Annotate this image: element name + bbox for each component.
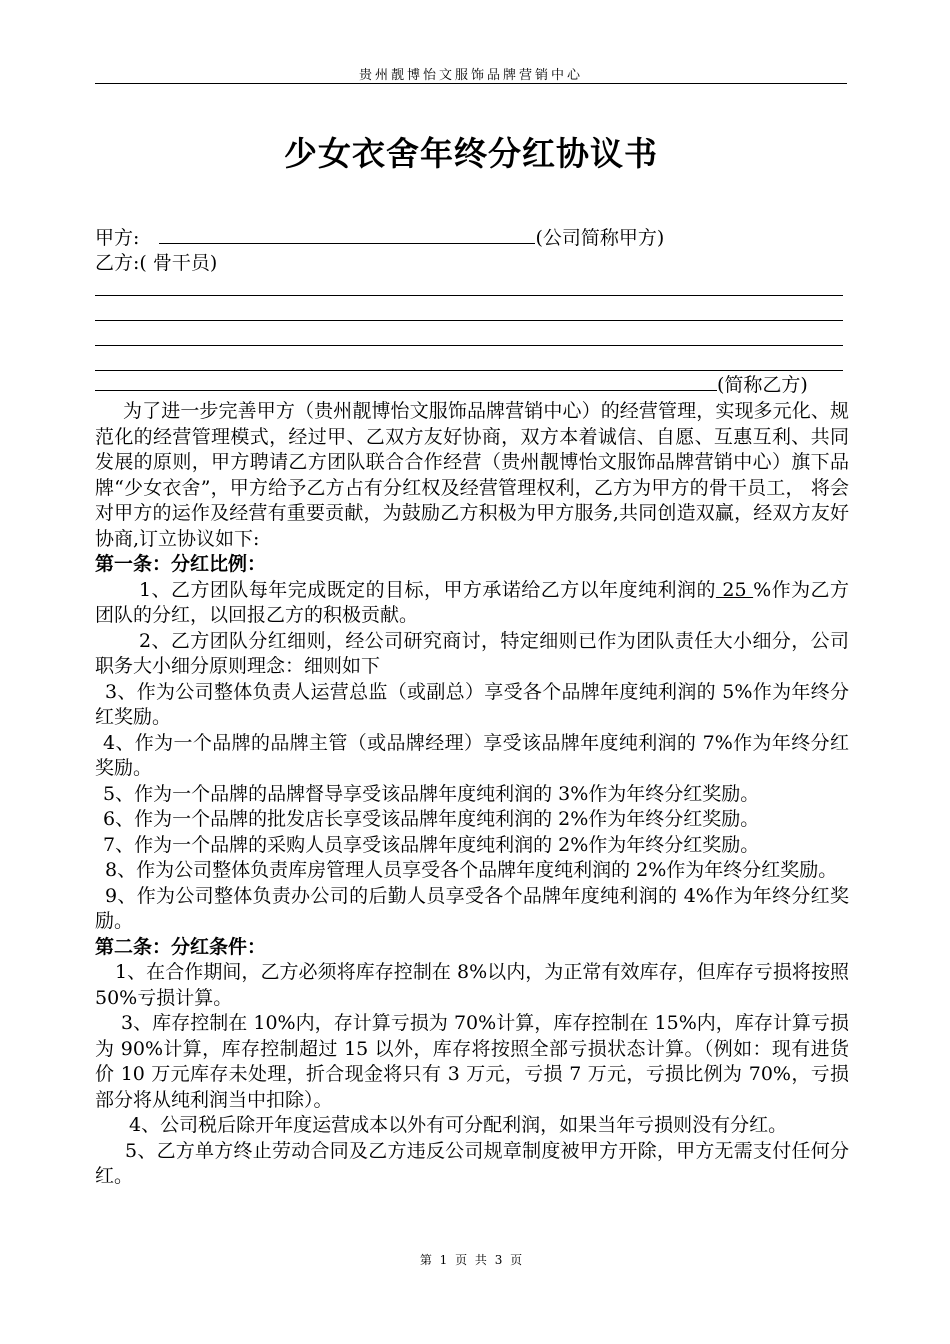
party-b-note: (简称乙方): [717, 374, 808, 396]
party-a-line: [95, 226, 664, 250]
article-2-item-5: 5、乙方单方终止劳动合同及乙方违反公司规章制度被甲方开除，甲方无需支付任何分红。: [95, 1139, 849, 1187]
party-b-blank-line[interactable]: [95, 295, 843, 296]
document-title: 少女衣舍年终分红协议书: [284, 134, 658, 173]
article-1-item-5: 5、作为一个品牌的品牌督导享受该品牌年度纯利润的 3%作为年终分红奖励。: [103, 782, 760, 805]
article-1-item-8: 8、作为公司整体负责库房管理人员享受各个品牌年度纯利润的 2%作为年终分红奖励。: [105, 859, 838, 881]
article-1-item-9: 9、作为公司整体负责办公司的后勤人员享受各个品牌年度纯利润的 4%作为年终分红奖励。: [95, 884, 849, 932]
article-1-heading: 第一条：分红比例：: [95, 553, 267, 575]
article-2-heading: 第二条：分红条件：: [95, 935, 267, 958]
header-divider: [95, 83, 847, 84]
article-1-item-4: 4、作为一个品牌的品牌主管（或品牌经理）享受该品牌年度纯利润的 7%作为年终分红奖励。: [95, 731, 849, 779]
article-2-item-1: 1、在合作期间，乙方必须将库存控制在 8%以内，为正常有效库存，但库存亏损将按照 50%亏损计算。: [95, 961, 849, 1009]
party-b-blank-line[interactable]: [95, 370, 843, 371]
party-b-abbr-line: [95, 373, 808, 397]
article-1-item-7: 7、作为一个品牌的采购人员享受该品牌年度纯利润的 2%作为年终分红奖励。: [103, 833, 760, 856]
intro-paragraph: 为了进一步完善甲方（贵州靓博怡文服饰品牌营销中心）的经营管理，实现多元化、规范化的经营管理模式，经过甲、乙双方友好协商，双方本着诚信、自愿、互惠互利、共同发展的原则，甲方聘请乙方团队联合合作经营（贵州靓博怡文服饰品牌营销中心）旗下品牌“少女衣舍”，甲方给予乙方占有分红权及经营管理权利，乙方为甲方的骨干员工， 将会对甲方的运作及经营有重要贡献，为鼓励乙方积极为甲方服务,共同创造双赢，经双方友好协商,订立协议如下:: [95, 400, 849, 550]
agreement-body: [95, 399, 849, 1190]
page-header: 贵州靓博怡文服饰品牌营销中心: [358, 68, 583, 83]
party-a-blank[interactable]: [159, 243, 535, 244]
article-2-item-3: 3、库存控制在 10%内，存计算亏损为 70%计算，库存控制在 15%内，库存计算亏损为 90%计算，库存控制超过 15 以外，库存将按照全部亏损状态计算。（例如：现有进货价 10 万元库存未处理，折合现金将只有 3 万元，亏损 7 万元，亏损比例为 70%，亏损部分将从纯利润当中扣除）。: [95, 1012, 849, 1111]
party-a-note: (公司简称甲方): [535, 227, 665, 249]
dividend-percent: 25: [715, 578, 754, 601]
article-1-item-3: 3、作为公司整体负责人运营总监（或副总）享受各个品牌年度纯利润的 5%作为年终分红奖励。: [95, 680, 849, 728]
party-b-label: 乙方:( 骨干员): [95, 252, 218, 274]
article-1-item-6: 6、作为一个品牌的批发店长享受该品牌年度纯利润的 2%作为年终分红奖励。: [103, 808, 760, 830]
article-2-item-4: 4、公司税后除开年度运营成本以外有可分配利润，如果当年亏损则没有分红。: [129, 1114, 788, 1136]
party-b-blank-line[interactable]: [95, 345, 843, 346]
party-a-label: 甲方:: [95, 227, 140, 249]
party-b-blank-line[interactable]: [95, 320, 843, 321]
page-footer: 第 1 页 共 3 页: [419, 1253, 523, 1267]
article-1-item-2: 2、乙方团队分红细则，经公司研究商讨，特定细则已作为团队责任大小细分，公司职务大小细分原则理念：细则如下: [95, 629, 849, 677]
article-1-item-1: 1、乙方团队每年完成既定的目标，甲方承诺给乙方以年度纯利润的 25 %作为乙方团队的分红，以回报乙方的积极贡献。: [95, 578, 849, 626]
party-b-blank[interactable]: [95, 390, 717, 391]
